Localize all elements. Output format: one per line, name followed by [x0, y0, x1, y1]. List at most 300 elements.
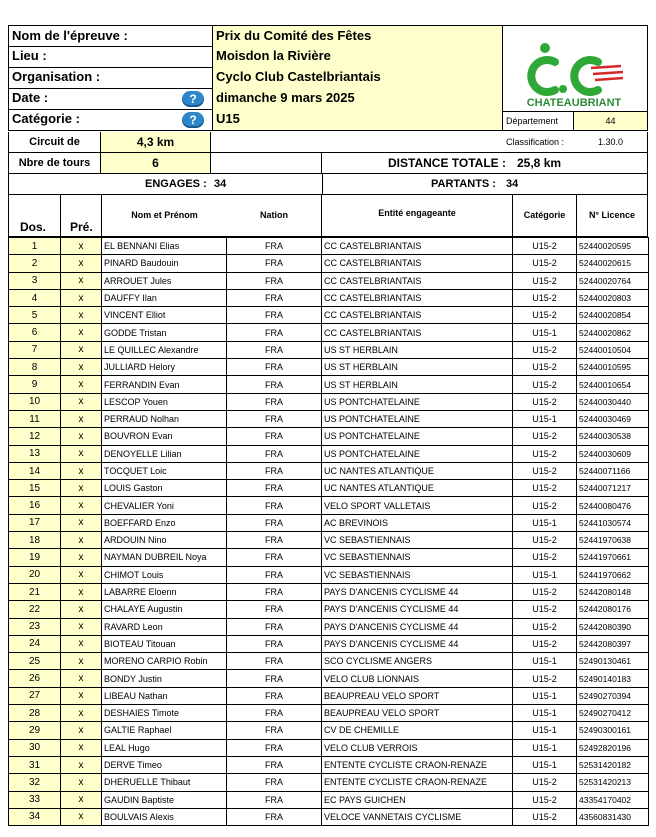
table-row	[9, 238, 649, 255]
club-logo	[503, 25, 648, 112]
name-cell: EL BENNANI Elias	[102, 238, 227, 255]
help-icon[interactable]: ?	[182, 91, 204, 107]
entity-cell: BEAUPREAU VELO SPORT	[322, 705, 513, 722]
engages-value: 34	[214, 178, 227, 190]
pre-cell: x	[61, 791, 102, 808]
event-field-label: Catégorie :	[8, 109, 213, 131]
category-cell: U15-2	[513, 307, 577, 324]
pre-cell: x	[61, 705, 102, 722]
category-header: Catégorie	[523, 210, 566, 220]
table-row	[9, 480, 649, 497]
category-cell: U15-2	[513, 583, 577, 600]
category-cell: U15-1	[513, 722, 577, 739]
licence-cell: 52490140183	[577, 670, 649, 687]
entity-cell: CC CASTELBRIANTAIS	[322, 238, 513, 255]
name-cell: CHIMOT Louis	[102, 566, 227, 583]
partants-label: PARTANTS :	[431, 178, 496, 190]
name-cell: BOEFFARD Enzo	[102, 514, 227, 531]
entity-header: Entité engageante	[378, 208, 456, 218]
entity-cell: CC CASTELBRIANTAIS	[322, 324, 513, 341]
pre-cell: x	[61, 601, 102, 618]
entity-cell: PAYS D'ANCENIS CYCLISME 44	[322, 583, 513, 600]
nation-cell: FRA	[227, 653, 322, 670]
dos-cell: 25	[9, 653, 61, 670]
category-cell: U15-2	[513, 359, 577, 376]
event-field-value: dimanche 9 mars 2025	[213, 88, 503, 110]
nation-cell: FRA	[227, 428, 322, 445]
category-cell: U15-2	[513, 774, 577, 791]
category-cell: U15-2	[513, 341, 577, 358]
licence-header: N° Licence	[588, 210, 636, 220]
pre-cell: x	[61, 808, 102, 825]
table-row	[9, 791, 649, 808]
dos-cell: 4	[9, 289, 61, 306]
nation-cell: FRA	[227, 705, 322, 722]
name-cell: PERRAUD Nolhan	[102, 410, 227, 427]
dos-cell: 3	[9, 272, 61, 289]
nation-cell: FRA	[227, 756, 322, 773]
nation-cell: FRA	[227, 635, 322, 652]
entity-cell: PAYS D'ANCENIS CYCLISME 44	[322, 618, 513, 635]
pre-cell: x	[61, 774, 102, 791]
name-cell: GODDE Tristan	[102, 324, 227, 341]
nation-cell: FRA	[227, 739, 322, 756]
dos-header: Dos.	[20, 220, 47, 234]
pre-cell: x	[61, 480, 102, 497]
dos-cell: 22	[9, 601, 61, 618]
name-cell: PINARD Baudouin	[102, 255, 227, 272]
table-row	[9, 549, 649, 566]
name-cell: BONDY Justin	[102, 670, 227, 687]
pre-cell: x	[61, 739, 102, 756]
licence-cell: 52440030469	[577, 410, 649, 427]
category-cell: U15-2	[513, 255, 577, 272]
table-row	[9, 376, 649, 393]
entity-cell: VC SEBASTIENNAIS	[322, 566, 513, 583]
licence-cell: 52442080148	[577, 583, 649, 600]
entity-cell: CC CASTELBRIANTAIS	[322, 307, 513, 324]
name-cell: LE QUILLEC Alexandre	[102, 341, 227, 358]
nation-cell: FRA	[227, 410, 322, 427]
pre-header-cell	[61, 195, 102, 236]
table-row	[9, 618, 649, 635]
table-row	[9, 774, 649, 791]
distance-value: 25,8 km	[517, 156, 562, 170]
nation-cell: FRA	[227, 514, 322, 531]
dos-cell: 28	[9, 705, 61, 722]
category-cell: U15-1	[513, 756, 577, 773]
dos-cell: 9	[9, 376, 61, 393]
entity-cell: CC CASTELBRIANTAIS	[322, 272, 513, 289]
pre-cell: x	[61, 307, 102, 324]
entity-cell: VELOCE VANNETAIS CYCLISME	[322, 808, 513, 825]
category-cell: U15-2	[513, 445, 577, 462]
licence-cell: 52440080476	[577, 497, 649, 514]
table-row	[9, 255, 649, 272]
name-header-cell	[102, 195, 227, 236]
category-cell: U15-2	[513, 670, 577, 687]
event-field-label: Nom de l'épreuve :	[8, 25, 213, 47]
pre-cell: x	[61, 376, 102, 393]
dos-cell: 33	[9, 791, 61, 808]
dos-header-cell	[9, 195, 61, 236]
dos-cell: 26	[9, 670, 61, 687]
licence-cell: 52440010504	[577, 341, 649, 358]
entity-cell: US PONTCHATELAINE	[322, 428, 513, 445]
licence-cell: 52441970638	[577, 532, 649, 549]
licence-cell: 52442080397	[577, 635, 649, 652]
entity-cell: VELO CLUB VERROIS	[322, 739, 513, 756]
nation-cell: FRA	[227, 341, 322, 358]
table-header	[8, 195, 648, 237]
pre-cell: x	[61, 566, 102, 583]
entity-cell: US ST HERBLAIN	[322, 359, 513, 376]
dos-cell: 7	[9, 341, 61, 358]
entity-cell: VC SEBASTIENNAIS	[322, 532, 513, 549]
classification-label: Classification :	[503, 132, 574, 153]
dos-cell: 8	[9, 359, 61, 376]
licence-cell: 52441970662	[577, 566, 649, 583]
pre-cell: x	[61, 359, 102, 376]
licence-cell: 52440020803	[577, 289, 649, 306]
entity-cell: US PONTCHATELAINE	[322, 410, 513, 427]
name-cell: VINCENT Elliot	[102, 307, 227, 324]
nation-cell: FRA	[227, 445, 322, 462]
licence-header-cell	[577, 195, 647, 236]
name-cell: BOULVAIS Alexis	[102, 808, 227, 825]
circuit-label: Circuit de	[8, 132, 101, 153]
table-row	[9, 532, 649, 549]
licence-cell: 52440071217	[577, 480, 649, 497]
dos-cell: 29	[9, 722, 61, 739]
licence-cell: 52441030574	[577, 514, 649, 531]
name-cell: TOCQUET Loic	[102, 462, 227, 479]
entity-cell: PAYS D'ANCENIS CYCLISME 44	[322, 635, 513, 652]
help-icon[interactable]: ?	[182, 112, 204, 128]
category-cell: U15-2	[513, 393, 577, 410]
table-row	[9, 687, 649, 704]
nation-cell: FRA	[227, 272, 322, 289]
entity-cell: CV DE CHEMILLE	[322, 722, 513, 739]
nation-cell: FRA	[227, 238, 322, 255]
event-field-value: Moisdon la Rivière	[213, 46, 503, 68]
table-row	[9, 445, 649, 462]
entity-cell: US ST HERBLAIN	[322, 376, 513, 393]
pre-cell: x	[61, 583, 102, 600]
table-row	[9, 497, 649, 514]
category-cell: U15-2	[513, 618, 577, 635]
engages-row	[8, 174, 648, 195]
licence-cell: 52440071166	[577, 462, 649, 479]
entity-cell: US ST HERBLAIN	[322, 341, 513, 358]
licence-cell: 52490130461	[577, 653, 649, 670]
entity-cell: SCO CYCLISME ANGERS	[322, 653, 513, 670]
licence-cell: 52440020764	[577, 272, 649, 289]
name-cell: MORENO CARPIO Robin	[102, 653, 227, 670]
licence-cell: 52490300161	[577, 722, 649, 739]
category-header-cell	[513, 195, 577, 236]
nation-cell: FRA	[227, 670, 322, 687]
name-cell: LIBEAU Nathan	[102, 687, 227, 704]
distance-label: DISTANCE TOTALE :	[388, 156, 506, 170]
licence-cell: 52440020615	[577, 255, 649, 272]
licence-cell: 52442080390	[577, 618, 649, 635]
category-cell: U15-2	[513, 791, 577, 808]
entity-cell: VELO CLUB LIONNAIS	[322, 670, 513, 687]
licence-cell: 52440020854	[577, 307, 649, 324]
name-cell: DERVE Timeo	[102, 756, 227, 773]
licence-cell: 52490270394	[577, 687, 649, 704]
table-row	[9, 410, 649, 427]
name-cell: BOUVRON Evan	[102, 428, 227, 445]
nation-cell: FRA	[227, 480, 322, 497]
dos-cell: 10	[9, 393, 61, 410]
licence-cell: 52440030440	[577, 393, 649, 410]
dos-cell: 19	[9, 549, 61, 566]
pre-cell: x	[61, 289, 102, 306]
pre-cell: x	[61, 410, 102, 427]
table-row	[9, 272, 649, 289]
entity-header-cell	[322, 195, 513, 236]
entity-cell: ENTENTE CYCLISTE CRAON-RENAZE	[322, 774, 513, 791]
licence-cell: 52441970661	[577, 549, 649, 566]
table-row	[9, 428, 649, 445]
table-row	[9, 670, 649, 687]
table-row	[9, 808, 649, 825]
category-cell: U15-1	[513, 514, 577, 531]
table-row	[9, 359, 649, 376]
pre-cell: x	[61, 497, 102, 514]
nation-cell: FRA	[227, 497, 322, 514]
entity-cell: CC CASTELBRIANTAIS	[322, 255, 513, 272]
pre-cell: x	[61, 722, 102, 739]
cc-chateaubriant-logo-icon	[503, 26, 646, 111]
nation-cell: FRA	[227, 687, 322, 704]
nation-header: Nation	[260, 210, 288, 220]
entity-cell: US PONTCHATELAINE	[322, 445, 513, 462]
name-cell: LESCOP Youen	[102, 393, 227, 410]
table-row	[9, 705, 649, 722]
name-cell: FERRANDIN Evan	[102, 376, 227, 393]
dos-cell: 24	[9, 635, 61, 652]
table-row	[9, 583, 649, 600]
pre-cell: x	[61, 428, 102, 445]
name-cell: CHALAYE Augustin	[102, 601, 227, 618]
nation-cell: FRA	[227, 618, 322, 635]
dos-cell: 32	[9, 774, 61, 791]
pre-cell: x	[61, 549, 102, 566]
table-row	[9, 307, 649, 324]
nation-cell: FRA	[227, 462, 322, 479]
licence-cell: 52440030609	[577, 445, 649, 462]
category-cell: U15-1	[513, 324, 577, 341]
name-cell: NAYMAN DUBREIL Noya	[102, 549, 227, 566]
distance-total	[211, 153, 648, 174]
category-cell: U15-2	[513, 376, 577, 393]
licence-cell: 52442080176	[577, 601, 649, 618]
dos-cell: 12	[9, 428, 61, 445]
pre-cell: x	[61, 341, 102, 358]
pre-cell: x	[61, 324, 102, 341]
engages-label: ENGAGES :	[145, 178, 207, 190]
nation-cell: FRA	[227, 791, 322, 808]
dos-cell: 31	[9, 756, 61, 773]
nation-cell: FRA	[227, 601, 322, 618]
entity-cell: VELO SPORT VALLETAIS	[322, 497, 513, 514]
name-cell: DESHAIES Timote	[102, 705, 227, 722]
category-cell: U15-1	[513, 566, 577, 583]
dos-cell: 13	[9, 445, 61, 462]
dos-cell: 20	[9, 566, 61, 583]
licence-cell: 43354170402	[577, 791, 649, 808]
name-cell: ARDOUIN Nino	[102, 532, 227, 549]
name-cell: LEAL Hugo	[102, 739, 227, 756]
table-row	[9, 514, 649, 531]
table-row	[9, 756, 649, 773]
licence-cell: 43560831430	[577, 808, 649, 825]
dos-cell: 27	[9, 687, 61, 704]
departement-value: 44	[574, 112, 648, 131]
table-row	[9, 393, 649, 410]
tours-label: Nbre de tours	[8, 153, 101, 174]
pre-cell: x	[61, 462, 102, 479]
name-header: Nom et Prénom	[131, 210, 198, 220]
event-field-label: Organisation :	[8, 67, 213, 89]
category-cell: U15-2	[513, 497, 577, 514]
nation-cell: FRA	[227, 808, 322, 825]
name-cell: LOUIS Gaston	[102, 480, 227, 497]
category-cell: U15-2	[513, 808, 577, 825]
pre-cell: x	[61, 635, 102, 652]
nation-cell: FRA	[227, 255, 322, 272]
table-row	[9, 341, 649, 358]
category-cell: U15-2	[513, 289, 577, 306]
table-row	[9, 722, 649, 739]
licence-cell: 52440010654	[577, 376, 649, 393]
nation-cell: FRA	[227, 359, 322, 376]
event-field-value: U15	[213, 109, 503, 131]
partants-value: 34	[506, 178, 519, 190]
category-cell: U15-2	[513, 549, 577, 566]
name-cell: DHERUELLE Thibaut	[102, 774, 227, 791]
table-row	[9, 324, 649, 341]
dos-cell: 16	[9, 497, 61, 514]
nation-cell: FRA	[227, 307, 322, 324]
category-cell: U15-2	[513, 272, 577, 289]
category-cell: U15-1	[513, 687, 577, 704]
nation-cell: FRA	[227, 566, 322, 583]
name-cell: LABARRE Eloenn	[102, 583, 227, 600]
name-cell: RAVARD Leon	[102, 618, 227, 635]
pre-cell: x	[61, 687, 102, 704]
table-row	[9, 653, 649, 670]
category-cell: U15-2	[513, 532, 577, 549]
category-cell: U15-1	[513, 705, 577, 722]
dos-cell: 2	[9, 255, 61, 272]
pre-cell: x	[61, 255, 102, 272]
dos-cell: 18	[9, 532, 61, 549]
event-field-label: Lieu :	[8, 46, 213, 68]
category-cell: U15-2	[513, 601, 577, 618]
licence-cell: 52440010595	[577, 359, 649, 376]
nation-cell: FRA	[227, 532, 322, 549]
dos-cell: 17	[9, 514, 61, 531]
entity-cell: ENTENTE CYCLISTE CRAON-RENAZE	[322, 756, 513, 773]
licence-cell: 52440020595	[577, 238, 649, 255]
nation-cell: FRA	[227, 393, 322, 410]
dos-cell: 6	[9, 324, 61, 341]
departement-label: Département	[503, 112, 574, 131]
pre-cell: x	[61, 670, 102, 687]
licence-cell: 52490270412	[577, 705, 649, 722]
entity-cell: EC PAYS GUICHEN	[322, 791, 513, 808]
table-row	[9, 601, 649, 618]
category-cell: U15-2	[513, 635, 577, 652]
nation-cell: FRA	[227, 376, 322, 393]
entity-cell: PAYS D'ANCENIS CYCLISME 44	[322, 601, 513, 618]
licence-cell: 52440030538	[577, 428, 649, 445]
name-cell: DAUFFY Ilan	[102, 289, 227, 306]
entity-cell: VC SEBASTIENNAIS	[322, 549, 513, 566]
riders-table	[8, 237, 649, 826]
category-cell: U15-2	[513, 480, 577, 497]
dos-cell: 34	[9, 808, 61, 825]
licence-cell: 52531420213	[577, 774, 649, 791]
pre-cell: x	[61, 238, 102, 255]
engages-divider	[322, 174, 323, 194]
name-cell: ARROUET Jules	[102, 272, 227, 289]
table-row	[9, 635, 649, 652]
dos-cell: 5	[9, 307, 61, 324]
nation-header-cell	[227, 195, 322, 236]
name-cell: GAUDIN Baptiste	[102, 791, 227, 808]
pre-header: Pré.	[70, 220, 93, 234]
pre-cell: x	[61, 514, 102, 531]
name-cell: JULLIARD Helory	[102, 359, 227, 376]
dos-cell: 1	[9, 238, 61, 255]
pre-cell: x	[61, 393, 102, 410]
dos-cell: 14	[9, 462, 61, 479]
pre-cell: x	[61, 532, 102, 549]
pre-cell: x	[61, 445, 102, 462]
nation-cell: FRA	[227, 324, 322, 341]
category-cell: U15-1	[513, 410, 577, 427]
event-field-value: Prix du Comité des Fêtes	[213, 25, 503, 47]
licence-cell: 52492820196	[577, 739, 649, 756]
dos-cell: 21	[9, 583, 61, 600]
circuit-value: 4,3 km	[101, 132, 211, 153]
classification-value: 1.30.0	[574, 132, 648, 153]
entity-cell: AC BREVINOIS	[322, 514, 513, 531]
name-cell: GALTIE Raphael	[102, 722, 227, 739]
event-field-value: Cyclo Club Castelbriantais	[213, 67, 503, 89]
pre-cell: x	[61, 756, 102, 773]
dos-cell: 23	[9, 618, 61, 635]
nation-cell: FRA	[227, 774, 322, 791]
nation-cell: FRA	[227, 289, 322, 306]
licence-cell: 52531420182	[577, 756, 649, 773]
nation-cell: FRA	[227, 549, 322, 566]
category-cell: U15-2	[513, 462, 577, 479]
pre-cell: x	[61, 653, 102, 670]
licence-cell: 52440020862	[577, 324, 649, 341]
table-row	[9, 566, 649, 583]
name-cell: DENOYELLE Lilian	[102, 445, 227, 462]
entity-cell: UC NANTES ATLANTIQUE	[322, 462, 513, 479]
pre-cell: x	[61, 272, 102, 289]
entity-cell: CC CASTELBRIANTAIS	[322, 289, 513, 306]
logo-text: CHATEAUBRIANT	[526, 97, 622, 109]
